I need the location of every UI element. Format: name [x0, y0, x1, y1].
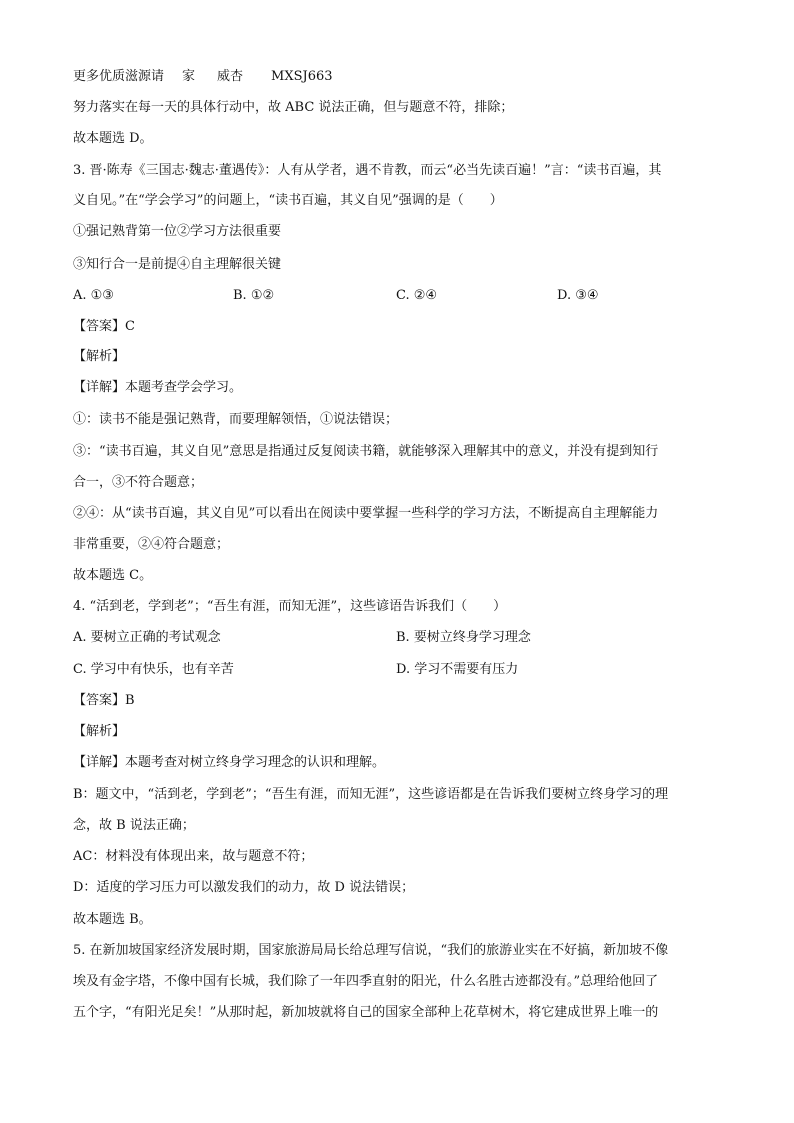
explanation-line: 念，故 B 说法正确； — [73, 818, 195, 833]
explanation-line: ①：读书不能是强记熟背，而要理解领悟，①说法错误； — [73, 412, 399, 427]
question-3-stem-cont: 义自见。”在“学会学习”的问题上，“读书百遍，其义自见”强调的是（ ） — [73, 193, 503, 208]
question-3-answer: 【答案】C — [73, 319, 135, 334]
question-4-option-d: D. 学习不需要有压力 — [396, 662, 519, 677]
question-3-analysis-label: 【解析】 — [73, 349, 126, 364]
question-5-stem: 5. 在新加坡国家经济发展时期，国家旅游局局长给总理写信说，“我们的旅游业实在不好搞，新加坡不像 — [73, 943, 669, 958]
question-4-option-a: A. 要树立正确的考试观念 — [73, 630, 221, 645]
paragraph-line: 故本题选 D。 — [73, 131, 153, 146]
question-3-detail: 【详解】本题考查学会学习。 — [73, 380, 243, 395]
question-3-option-d: D. ③④ — [557, 288, 599, 303]
question-4-detail: 【详解】本题考查对树立终身学习理念的认识和理解。 — [73, 755, 386, 770]
header-word-1: 家 — [182, 69, 196, 84]
header-word-2: 威杏 — [217, 69, 244, 84]
question-3-option-b: B. ①② — [233, 288, 275, 303]
header-promo — [73, 68, 333, 86]
question-4-answer: 【答案】B — [73, 693, 135, 708]
header-promo-text: 更多优质滋源请 — [73, 69, 165, 84]
question-4-stem: 4. “活到老，学到老”；“吾生有涯，而知无涯”，这些谚语告诉我们（ ） — [73, 599, 507, 614]
question-3-stem: 3. 晋·陈寿《三国志·魏志·董遇传》：人有从学者，遇不肯教，而云“必当先读百遍！”言：“读书百遍，其 — [73, 163, 662, 178]
explanation-line: 非常重要，②④符合题意； — [73, 537, 230, 552]
question-4-option-c: C. 学习中有快乐，也有辛苦 — [73, 662, 234, 677]
explanation-line: 故本题选 C。 — [73, 568, 153, 583]
explanation-line: 故本题选 B。 — [73, 912, 152, 927]
explanation-line: D：适度的学习压力可以激发我们的动力，故 D 说法错误； — [73, 880, 415, 895]
question-5-stem-cont: 埃及有金字塔，不像中国有长城，我们除了一年四季直射的阳光，什么名胜古迹都没有。”总理给他回了 — [73, 974, 659, 989]
question-4-analysis-label: 【解析】 — [73, 724, 126, 739]
question-3-statement: ①强记熟背第一位②学习方法很重要 — [73, 224, 282, 239]
question-4-option-b: B. 要树立终身学习理念 — [396, 630, 531, 645]
question-3-option-c: C. ②④ — [396, 288, 438, 303]
explanation-line: AC：材料没有体现出来，故与题意不符； — [73, 849, 314, 864]
question-5-stem-cont: 五个字，“有阳光足矣！”从那时起，新加坡就将自己的国家全部种上花草树木，将它建成世界上唯一的 — [73, 1005, 659, 1020]
explanation-line: ③：“读书百遍，其义自见”意思是指通过反复阅读书籍，就能够深入理解其中的意义，并没有提到知行 — [73, 444, 659, 459]
explanation-line: B：题文中，“活到老，学到老”；“吾生有涯，而知无涯”，这些谚语都是在告诉我们要树立终身学习的理 — [73, 787, 669, 802]
question-3-statement: ③知行合一是前提④自主理解很关键 — [73, 257, 282, 272]
header-code: MXSJ663 — [271, 69, 333, 84]
explanation-line: 合一，③不符合题意； — [73, 475, 204, 490]
question-3-option-a: A. ①③ — [73, 288, 114, 303]
paragraph-line: 努力落实在每一天的具体行动中，故 ABC 说法正确，但与题意不符，排除； — [73, 100, 514, 115]
explanation-line: ②④：从“读书百遍，其义自见”可以看出在阅读中要掌握一些科学的学习方法，不断提高自主理解能力 — [73, 506, 659, 521]
